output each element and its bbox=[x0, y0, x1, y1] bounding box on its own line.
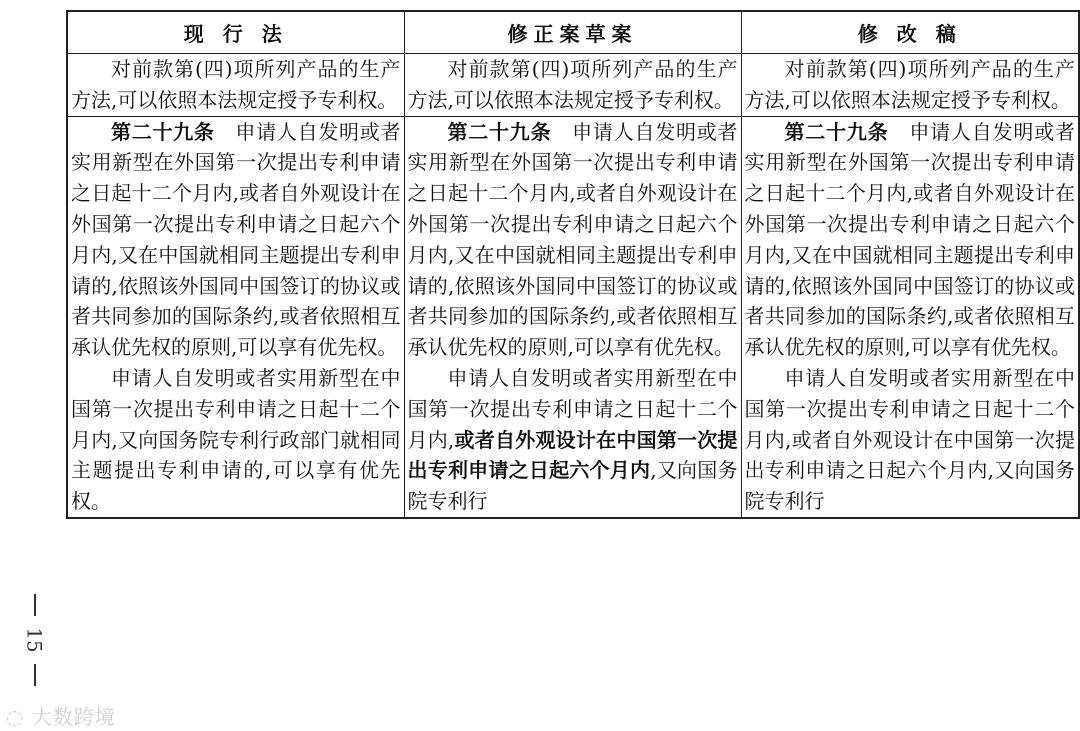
header-row bbox=[67, 11, 1079, 54]
paragraph bbox=[408, 117, 738, 363]
divider bbox=[34, 664, 36, 686]
table-row bbox=[67, 54, 1079, 117]
watermark-icon: ◌ bbox=[6, 705, 25, 729]
table-row bbox=[67, 116, 1079, 518]
cell-draft-amendment bbox=[404, 54, 741, 117]
article-number: 第二十九条 bbox=[784, 119, 889, 144]
cell-draft-amendment bbox=[404, 116, 741, 518]
paragraph-text: 申请人自发明或者实用新型在中国第一次提出专利申请之日起十二个月内, bbox=[407, 365, 738, 452]
header-current-law: 现 行 法 bbox=[67, 11, 404, 54]
paragraph bbox=[745, 117, 1076, 363]
paragraph: 申请人自发明或者实用新型在中国第一次提出专利申请之日起十二个月内,或者自外观设计在中国第一次提出专利申请之日起六个月内,又向国务院专利行 bbox=[744, 365, 1075, 514]
watermark bbox=[6, 701, 116, 730]
comparison-table bbox=[66, 10, 1080, 519]
cell-current-law bbox=[67, 116, 404, 518]
paragraph-text: ,又向国务院专利行 bbox=[407, 458, 738, 514]
paragraph-text: 申请人自发明或者实用新型在外国第一次提出专利申请之日起十二个月内,或者自外观设计在外国第一次提出专利申请之日起六个月内,又在中国就相同主题提出专利申请的,依照该外国同中国签订的协议或者共同参加的国际条约,或者依照相互承认优先权的原则,可以享有优先权。 bbox=[744, 119, 1076, 360]
divider bbox=[34, 594, 36, 616]
header-draft-amendment: 修正案草案 bbox=[404, 11, 741, 54]
watermark-text: 大数跨境 bbox=[31, 705, 116, 729]
article-number: 第二十九条 bbox=[447, 119, 552, 144]
paragraph: 对前款第(四)项所列产品的生产方法,可以依照本法规定授予专利权。 bbox=[744, 57, 1075, 112]
article-number: 第二十九条 bbox=[111, 119, 215, 144]
cell-current-law bbox=[67, 54, 404, 117]
cell-revised-draft bbox=[741, 116, 1079, 518]
paragraph: 对前款第(四)项所列产品的生产方法,可以依照本法规定授予专利权。 bbox=[71, 57, 401, 112]
paragraph: 申请人自发明或者实用新型在中国第一次提出专利申请之日起十二个月内,又向国务院专利行政部门就相同主题提出专利申请的,可以享有优先权。 bbox=[71, 365, 401, 514]
paragraph bbox=[71, 117, 401, 363]
amended-text: 或者自外观设计在中国第一次提出专利申请之日起六个月内 bbox=[407, 427, 738, 483]
paragraph-text: 申请人自发明或者实用新型在外国第一次提出专利申请之日起十二个月内,或者自外观设计在外国第一次提出专利申请之日起六个月内,又在中国就相同主题提出专利申请的,依照该外国同中国签订的协议或者共同参加的国际条约,或者依照相互承认优先权的原则,可以享有优先权。 bbox=[71, 119, 401, 360]
page-number bbox=[22, 590, 48, 690]
paragraph-text: 申请人自发明或者实用新型在外国第一次提出专利申请之日起十二个月内,或者自外观设计在外国第一次提出专利申请之日起六个月内,又在中国就相同主题提出专利申请的,依照该外国同中国签订的协议或者共同参加的国际条约,或者依照相互承认优先权的原则,可以享有优先权。 bbox=[407, 119, 738, 360]
cell-revised-draft bbox=[741, 54, 1079, 117]
paragraph bbox=[408, 363, 738, 517]
paragraph: 对前款第(四)项所列产品的生产方法,可以依照本法规定授予专利权。 bbox=[407, 57, 738, 112]
page-number-text: 15 bbox=[22, 627, 47, 653]
header-revised-draft: 修 改 稿 bbox=[741, 11, 1079, 54]
